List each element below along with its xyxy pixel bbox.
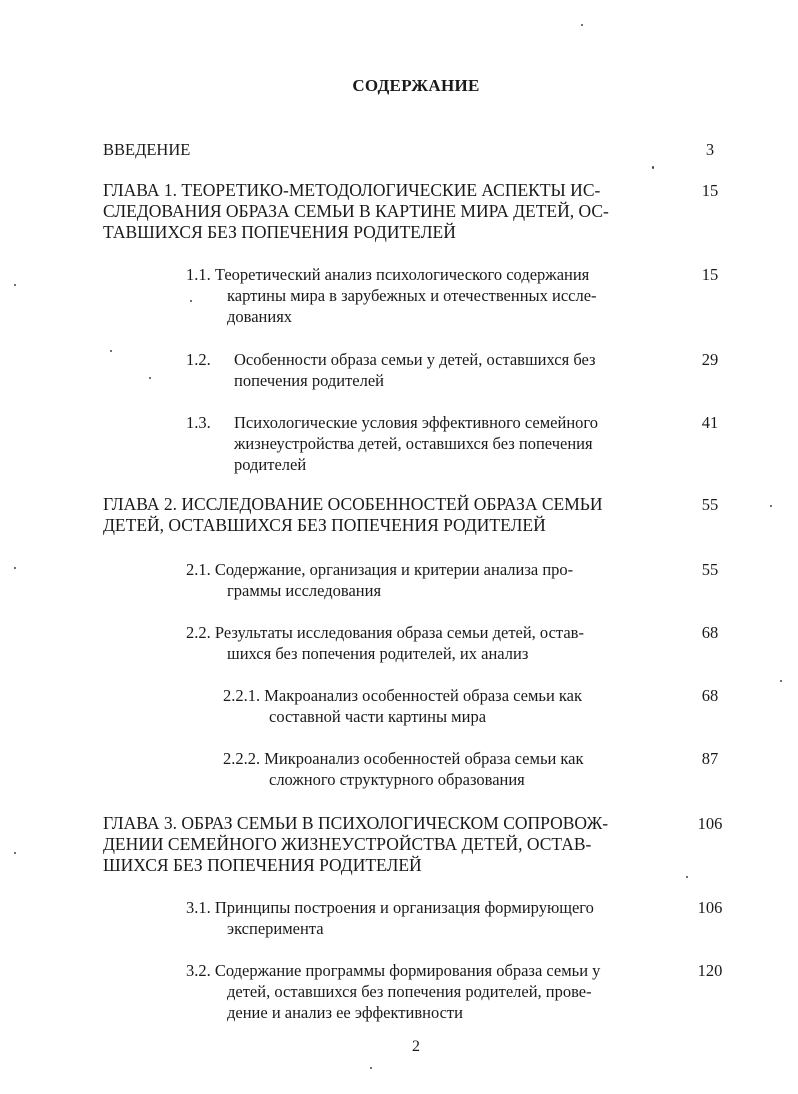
toc-page-number: 41 <box>701 413 719 432</box>
toc-line: ДЕТЕЙ, ОСТАВШИХСЯ БЕЗ ПОПЕЧЕНИЯ РОДИТЕЛЕЙ <box>103 515 546 535</box>
section-number: 3.2. <box>186 961 211 980</box>
toc-line: СЛЕДОВАНИЯ ОБРАЗА СЕМЬИ В КАРТИНЕ МИРА ДЕТЕЙ, ОС- <box>103 201 609 221</box>
toc-entry-chapter-1 <box>103 180 663 243</box>
scan-speck <box>14 567 16 569</box>
toc-entry-section-1-2 <box>186 349 666 391</box>
toc-line: шихся без попечения родителей, их анализ <box>227 644 529 663</box>
toc-line: Принципы построения и организация формирующего <box>214 898 594 917</box>
toc-line: картины мира в зарубежных и отечественных иссле- <box>227 286 597 305</box>
scan-speck <box>190 300 192 302</box>
toc-page-number: 15 <box>701 181 719 200</box>
toc-line: ГЛАВА 1. ТЕОРЕТИКО-МЕТОДОЛОГИЧЕСКИЕ АСПЕКТЫ ИС- <box>103 180 601 200</box>
toc-entry-chapter-2 <box>103 494 673 536</box>
scan-speck <box>14 284 16 286</box>
toc-line: сложного структурного образования <box>269 770 525 789</box>
toc-line: ДЕНИИ СЕМЕЙНОГО ЖИЗНЕУСТРОЙСТВА ДЕТЕЙ, ОСТАВ- <box>103 834 592 854</box>
page-title: СОДЕРЖАНИЕ <box>352 76 480 95</box>
toc-line: Результаты исследования образа семьи детей, остав- <box>214 623 584 642</box>
toc-line: попечения родителей <box>234 371 384 390</box>
toc-entry-section-2-1 <box>186 559 666 601</box>
toc-line: Макроанализ особенностей образа семьи как <box>264 686 583 705</box>
toc-line: Содержание программы формирования образа семьи у <box>214 961 601 980</box>
toc-line: ТАВШИХСЯ БЕЗ ПОПЕЧЕНИЯ РОДИТЕЛЕЙ <box>103 222 456 242</box>
toc-line: Микроанализ особенностей образа семьи как <box>264 749 584 768</box>
section-number: 2.2.1. <box>223 686 261 705</box>
toc-entry-chapter-3 <box>103 813 663 876</box>
section-number: 2.2.2. <box>223 749 261 768</box>
toc-entry-text: ВВЕДЕНИЕ <box>103 140 191 159</box>
scan-speck <box>370 1067 372 1069</box>
toc-line: ШИХСЯ БЕЗ ПОПЕЧЕНИЯ РОДИТЕЛЕЙ <box>103 855 422 875</box>
scan-speck <box>770 505 772 507</box>
section-number: 1.1. <box>186 265 211 284</box>
scan-speck <box>149 377 151 379</box>
toc-entry-section-2-2-1 <box>223 685 673 727</box>
toc-page-number: 55 <box>701 495 719 514</box>
toc-line: составной части картины мира <box>269 707 487 726</box>
scan-speck <box>581 24 583 26</box>
toc-page-number: 87 <box>701 749 719 768</box>
toc-page-number: 68 <box>701 623 719 642</box>
section-number: 2.1. <box>186 560 211 579</box>
toc-page-number: 120 <box>697 961 723 980</box>
section-number: 3.1. <box>186 898 211 917</box>
toc-line: жизнеустройства детей, оставшихся без попечения <box>234 434 593 453</box>
section-number: 1.2. <box>186 350 211 369</box>
toc-page-number: 3 <box>705 140 715 159</box>
toc-page-number: 106 <box>697 898 723 917</box>
section-number: 2.2. <box>186 623 211 642</box>
scan-speck <box>686 876 688 878</box>
toc-entry-section-3-2 <box>186 960 666 1023</box>
toc-line: Особенности образа семьи у детей, оставшихся без <box>234 350 596 369</box>
toc-line: ГЛАВА 3. ОБРАЗ СЕМЬИ В ПСИХОЛОГИЧЕСКОМ СОПРОВОЖ- <box>103 813 609 833</box>
toc-page-number: 29 <box>701 350 719 369</box>
toc-page-number: 68 <box>701 686 719 705</box>
toc-entry-section-1-3 <box>186 412 666 475</box>
scan-speck <box>652 166 654 169</box>
toc-page-number: 15 <box>701 265 719 284</box>
toc-line: родителей <box>234 455 307 474</box>
toc-line: ГЛАВА 2. ИССЛЕДОВАНИЕ ОСОБЕННОСТЕЙ ОБРАЗА СЕМЬИ <box>103 494 603 514</box>
toc-line: граммы исследования <box>227 581 382 600</box>
toc-entry-section-2-2 <box>186 622 666 664</box>
scan-speck <box>14 852 16 854</box>
scan-speck <box>110 350 112 352</box>
scan-speck <box>780 680 782 682</box>
toc-line: дение и анализ ее эффективности <box>227 1003 463 1022</box>
toc-line: детей, оставшихся без попечения родителей, прове- <box>227 982 592 1001</box>
toc-line: Теоретический анализ психологического содержания <box>214 265 590 284</box>
toc-page-number: 55 <box>701 560 719 579</box>
toc-entry-intro <box>103 139 683 160</box>
section-number: 1.3. <box>186 413 211 432</box>
toc-line: Содержание, организация и критерии анализа про- <box>214 560 574 579</box>
toc-entry-section-1-1 <box>186 264 666 327</box>
toc-line: эксперимента <box>227 919 324 938</box>
toc-page-number: 106 <box>697 814 723 833</box>
toc-line: дованиях <box>227 307 293 326</box>
toc-line: Психологические условия эффективного семейного <box>234 413 599 432</box>
page-number-footer: 2 <box>412 1038 420 1055</box>
toc-entry-section-2-2-2 <box>223 748 673 790</box>
toc-entry-section-3-1 <box>186 897 666 939</box>
